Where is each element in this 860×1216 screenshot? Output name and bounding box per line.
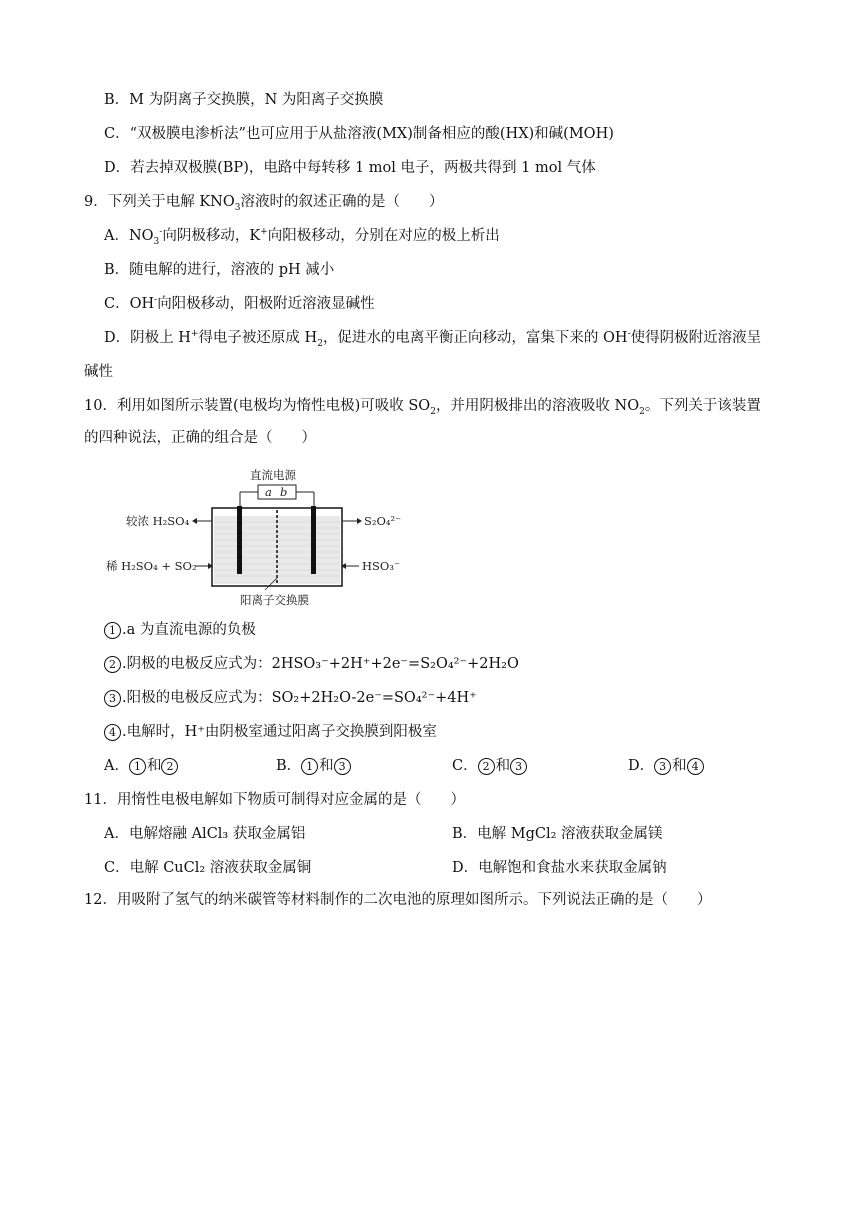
q10-statement-1: 1 .a 为直流电源的负极 bbox=[104, 620, 256, 640]
membrane-label: 阳离子交换膜 bbox=[240, 593, 309, 607]
q10-statement-2: 2 .阴极的电极反应式为：2HSO₃⁻+2H⁺+2e⁻=S₂O₄²⁻+2H₂O bbox=[104, 654, 519, 674]
q8-option-d: D．若去掉双极膜(BP)，电路中每转移 1 mol 电子，两极共得到 1 mol 气体 bbox=[104, 160, 596, 176]
q10-statement-3: 3 .阳极的电极反应式为：SO₂+2H₂O-2e⁻=SO₄²⁻+4H⁺ bbox=[104, 688, 477, 708]
q11-option-a: A．电解熔融 AlCl₃ 获取金属铝 bbox=[104, 826, 306, 842]
q10-stem-line1: 10．利用如图所示装置(电极均为惰性电极)可吸收 $SO_2$，并用阴极排出的溶液吸收 $NO_2$。下列关于该装置 bbox=[84, 398, 761, 417]
circled-number: 2 bbox=[104, 656, 121, 673]
q8-option-b: B．M 为阴离子交换膜，N 为阳离子交换膜 bbox=[104, 92, 384, 108]
q9-option-b: B．随电解的进行，溶液的 pH 减小 bbox=[104, 262, 335, 278]
q10-stem-line2: 的四种说法，正确的组合是（ ） bbox=[84, 430, 316, 446]
q10-statement-4: 4 .电解时，H⁺由阴极室通过阳离子交换膜到阳极室 bbox=[104, 722, 437, 742]
q10-option-b: B． 1 和 3 bbox=[276, 756, 352, 776]
q10-option-c: C． 2 和 3 bbox=[452, 756, 528, 776]
q9-option-c: C．OH-向阳极移动，阳极附近溶液显碱性 bbox=[104, 295, 375, 312]
power-source-box bbox=[258, 485, 296, 499]
power-source-label: 直流电源 bbox=[250, 468, 296, 482]
circled-number: 4 bbox=[104, 724, 121, 741]
q10-option-a: A． 1 和 2 bbox=[104, 756, 179, 776]
electrolysis-diagram bbox=[100, 466, 410, 608]
right-electrode bbox=[311, 506, 316, 574]
terminal-b-label: b bbox=[280, 485, 288, 499]
left-electrode bbox=[237, 506, 242, 574]
q11-stem: 11．用惰性电极电解如下物质可制得对应金属的是（ ） bbox=[84, 792, 465, 808]
q11-option-d: D．电解饱和食盐水来获取金属钠 bbox=[452, 860, 667, 876]
q9-option-a: A．$NO_3^-$向阴极移动，K+向阳极移动，分别在对应的极上析出 bbox=[104, 227, 500, 247]
q9-option-d-continued: 碱性 bbox=[84, 364, 113, 380]
q9-stem: 9．下列关于电解 $KNO_3$溶液时的叙述正确的是（ ） bbox=[84, 194, 444, 213]
terminal-a-label: a bbox=[265, 485, 272, 499]
circled-number: 1 bbox=[104, 622, 121, 639]
q10-option-d: D． 3 和 4 bbox=[628, 756, 705, 776]
q8-option-c: C．“双极膜电渗析法”也可应用于从盐溶液(MX)制备相应的酸(HX)和碱(MOH) bbox=[104, 126, 614, 142]
right-top-label: S₂O₄²⁻ bbox=[364, 514, 402, 528]
circled-number: 3 bbox=[104, 690, 121, 707]
q11-option-b: B．电解 MgCl₂ 溶液获取金属镁 bbox=[452, 826, 663, 842]
left-top-label: 较浓 H₂SO₄ bbox=[126, 514, 190, 528]
q11-option-c: C．电解 CuCl₂ 溶液获取金属铜 bbox=[104, 860, 312, 876]
q9-option-d: D．阴极上 H+得电子被还原成 $H_2$，促进水的电离平衡正向移动，富集下来的 OH-使得阴极附近溶液呈 bbox=[104, 329, 762, 349]
right-bottom-label: HSO₃⁻ bbox=[362, 559, 401, 573]
q12-stem: 12．用吸附了氢气的纳米碳管等材料制作的二次电池的原理如图所示。下列说法正确的是（ ） bbox=[84, 892, 712, 908]
left-bottom-label: 稀 H₂SO₄ + SO₂ bbox=[106, 559, 197, 573]
